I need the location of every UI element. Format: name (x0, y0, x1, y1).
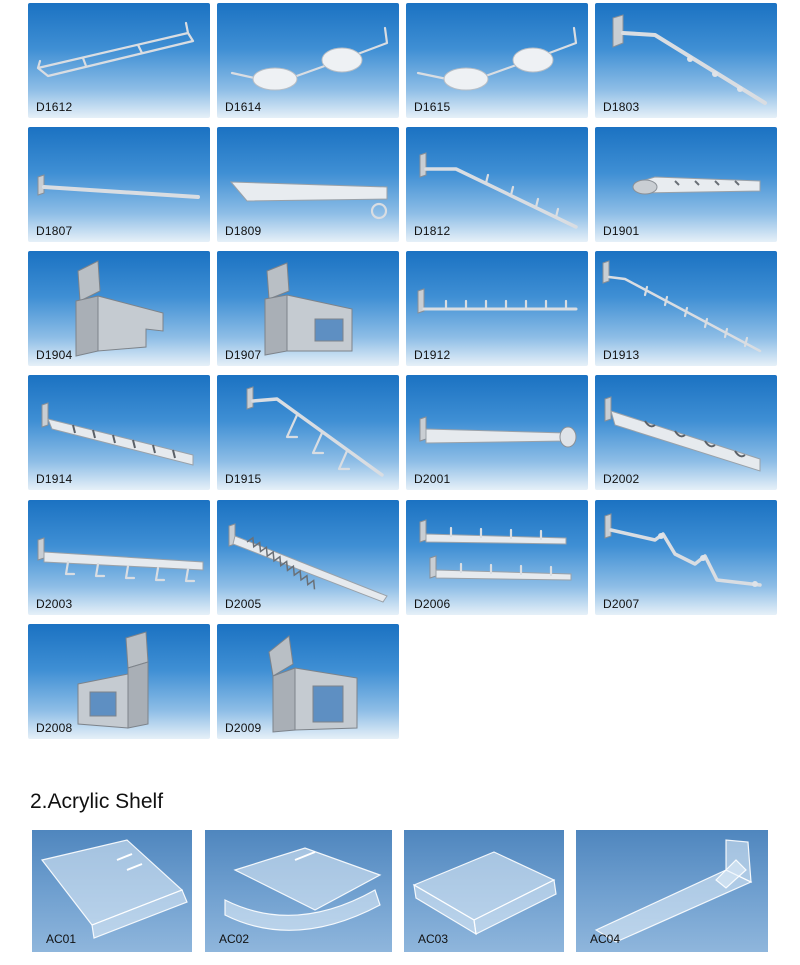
product-tile[interactable] (28, 3, 210, 118)
product-code: D1807 (36, 224, 73, 238)
product-code: D1615 (414, 100, 451, 114)
product-code: D2009 (225, 721, 262, 735)
product-code: D1913 (603, 348, 640, 362)
product-code: D2008 (36, 721, 73, 735)
product-tile[interactable] (576, 830, 768, 952)
product-tile[interactable] (217, 127, 399, 242)
product-code: AC01 (46, 932, 77, 946)
product-code: D1809 (225, 224, 262, 238)
product-tile[interactable] (406, 375, 588, 490)
product-tile[interactable] (28, 251, 210, 366)
product-tile[interactable] (217, 3, 399, 118)
product-tile[interactable] (595, 500, 777, 615)
product-code: D1912 (414, 348, 451, 362)
product-code: D1812 (414, 224, 451, 238)
product-tile[interactable] (406, 251, 588, 366)
product-code: D1915 (225, 472, 262, 486)
product-code: D2002 (603, 472, 640, 486)
product-tile[interactable] (404, 830, 564, 952)
product-code: AC02 (219, 932, 250, 946)
product-tile[interactable] (217, 375, 399, 490)
product-tile[interactable] (28, 127, 210, 242)
product-code: AC03 (418, 932, 449, 946)
product-tile[interactable] (406, 3, 588, 118)
product-tile[interactable] (595, 3, 777, 118)
product-tile[interactable] (217, 624, 399, 739)
product-tile[interactable] (217, 500, 399, 615)
product-code: AC04 (590, 932, 621, 946)
product-tile[interactable] (595, 375, 777, 490)
product-code: D2005 (225, 597, 262, 611)
product-tile[interactable] (595, 127, 777, 242)
product-code: D2006 (414, 597, 451, 611)
product-tile[interactable] (28, 500, 210, 615)
product-tile[interactable] (205, 830, 392, 952)
product-tile[interactable] (406, 500, 588, 615)
product-tile[interactable] (595, 251, 777, 366)
product-code: D1907 (225, 348, 262, 362)
product-tile[interactable] (406, 127, 588, 242)
product-code: D2007 (603, 597, 640, 611)
product-code: D1614 (225, 100, 262, 114)
product-tile[interactable] (28, 375, 210, 490)
product-code: D1803 (603, 100, 640, 114)
product-tile[interactable] (28, 624, 210, 739)
product-code: D1612 (36, 100, 73, 114)
product-code: D2001 (414, 472, 451, 486)
product-code: D2003 (36, 597, 73, 611)
product-code: D1914 (36, 472, 73, 486)
section-title: 2.Acrylic Shelf (30, 790, 164, 813)
product-code: D1901 (603, 224, 640, 238)
product-tile[interactable] (217, 251, 399, 366)
product-code: D1904 (36, 348, 73, 362)
product-tile[interactable] (32, 830, 192, 952)
